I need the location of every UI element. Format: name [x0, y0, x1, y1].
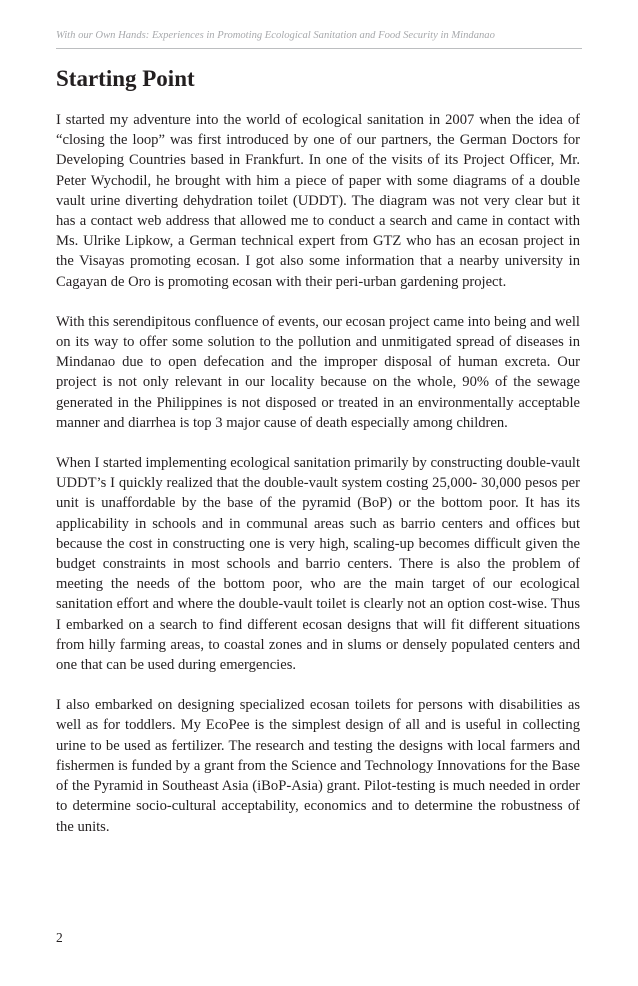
paragraph: With this serendipitous confluence of events, our ecosan project came into being and well on its way to offer some solution to the pollution and unmitigated spread of diseases in Mindanao due to open defecation and the improper disposal of human excreta. Our project is not only relevant in our locality because on the whole, 90% of the sewage generated in the Philippines is not disposed or treated in an environmentally acceptable manner and diarrhea is top 3 major cause of death especially among children.: [56, 313, 580, 431]
body-text: [56, 110, 580, 857]
paragraph: When I started implementing ecological sanitation primarily by constructing double-vault UDDT’s I quickly realized that the double-vault system costing 25,000- 30,000 pesos per unit is unaffordable by the base of the pyramid (BoP) or the bottom poor. It has its applicability in schools and in communal areas such as barrio centers and offices but because the cost in constructing one is very high, scaling-up becomes difficult given the budget constraints in most schools and barrio centers. There is also the problem of meeting the needs of the bottom poor, who are the main target of our ecological sanitation effort and where the double-vault toilet is clearly not an option cost-wise. Thus I embarked on a search to find different ecosan designs that will fit different situations from hilly farming areas, to coastal zones and in slums or densely populated centers and one that can be used during emergencies.: [56, 455, 581, 674]
header-divider: [56, 48, 582, 49]
paragraph: I also embarked on designing specialized ecosan toilets for persons with disabilities as well as for toddlers. My EcoPee is the simplest design of all and is useful in collecting urine to be used as fertilizer. The research and testing the designs with local farmers and fishermen is funded by a grant from the Science and Technology Innovations for the Base of the Pyramid in Southeast Asia (iBoP-Asia) grant. Pilot-testing is much needed in order to determine socio-cultural acceptability, economics and to determine the robustness of the units.: [56, 697, 580, 835]
running-header: With our Own Hands: Experiences in Promoting Ecological Sanitation and Food Security in Mindanao: [56, 30, 495, 41]
section-title: Starting Point: [56, 66, 195, 91]
page-number: 2: [56, 930, 63, 945]
paragraph: I started my adventure into the world of ecological sanitation in 2007 when the idea of “closing the loop” was first introduced by one of our partners, the German Doctors for Developing Countries based in Frankfurt. In one of the visits of its Project Officer, Mr. Peter Wychodil, he brought with him a piece of paper with some diagrams of a double vault urine diverting dehydration toilet (UDDT). The diagram was not very clear but it has a contact web address that allowed me to conduct a search and came in contact with Ms. Ulrike Lipkow, a German technical expert from GTZ who has an ecosan project in the Visayas promoting ecosan. I got also some information that a nearby university in Cagayan de Oro is promoting ecosan with their peri-urban gardening project.: [56, 112, 580, 290]
